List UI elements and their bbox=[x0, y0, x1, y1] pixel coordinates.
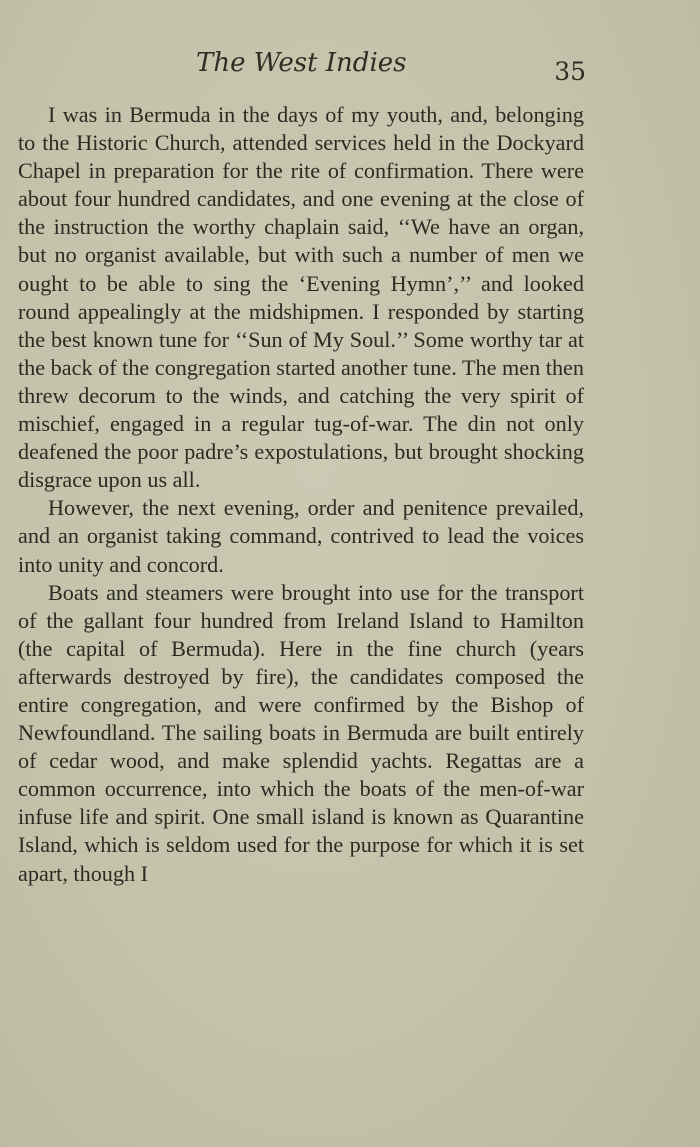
paragraph-bermuda-chapel: I was in Bermuda in the days of my youth, and, belonging to the Historic Church, attended services held in the Dockyard Chapel in preparation for the rite of confirmation. There were about four hundred candidates, and one evening at the close of the instruction the worthy chaplain said, ‘‘We have an organ, but no organist available, but with such a number of men we ought to be able to sing the ‘Evening Hymn’,’’ and looked round appealingly at the midshipmen. I responded by starting the best known tune for ‘‘Sun of My Soul.’’ Some worthy tar at the back of the congregation started another tune. The men then threw decorum to the winds, and catching the very spirit of mischief, engaged in a regular tug-of-war. The din not only deafened the poor padre’s expostulations, but brought shocking disgrace upon us all. bbox=[18, 102, 584, 493]
running-title: The West Indies bbox=[196, 48, 407, 78]
page-number: 35 bbox=[554, 57, 586, 86]
paragraph-next-evening: However, the next evening, order and penitence prevailed, and an organist taking command, contrived to lead the voices into unity and concord. bbox=[18, 495, 584, 577]
paragraph-boats-and-steamers: Boats and steamers were brought into use for the transport of the gallant four hundred from Ireland Island to Hamilton (the capital of Bermuda). Here in the fine church (years afterwards destroyed by fire), the candidates composed the entire congregation, and were confirmed by the Bishop of Newfoundland. The sailing boats in Bermuda are built entirely of cedar wood, and make splendid yachts. Regattas are a common occurrence, into which the boats of the men-of-war infuse life and spirit. One small island is known as Quarantine Island, which is seldom used for the purpose for which it is set apart, though I bbox=[18, 579, 584, 886]
body-text bbox=[18, 101, 584, 888]
page-header bbox=[18, 46, 588, 86]
